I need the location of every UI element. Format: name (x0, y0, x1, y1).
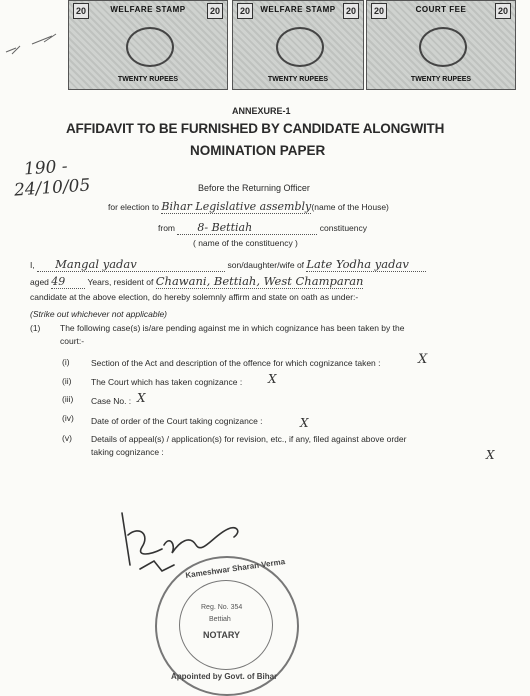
subitem-ii-mark: X (268, 372, 277, 386)
subitem-iv-text: Date of order of the Court taking cognizance : (91, 416, 263, 426)
subitem-i-text: Section of the Act and description of the offence for which cognizance taken : (91, 358, 381, 368)
constituency-value: 8- Bettiah (177, 221, 317, 235)
page-title-line2: NOMINATION PAPER (190, 143, 326, 158)
aged-label: aged (30, 277, 49, 287)
seal-ring-text: Kameshwar Sharan Verma (184, 557, 286, 580)
stamp-emblem-icon (276, 27, 324, 67)
subitem-ii-number: (ii) (62, 376, 72, 386)
handwritten-number: 190 - (23, 156, 69, 180)
stamp-value-right: 20 (207, 3, 223, 19)
election-line (108, 200, 389, 214)
item-v-line1: Details of appeal(s) / application(s) for revision, etc., if any, filed against above order (91, 434, 407, 444)
subitem-iii-text: Case No. : (91, 396, 132, 406)
stamp-header: COURT FEE (415, 5, 467, 14)
stamp-emblem-icon (126, 27, 174, 67)
house-suffix: (name of the House) (311, 202, 389, 212)
stamp-footer: TWENTY RUPEES (410, 76, 472, 83)
stamp-footer: TWENTY RUPEES (117, 76, 179, 83)
item-v-number: (v) (62, 433, 72, 443)
item-1-number: (1) (30, 323, 41, 333)
welfare-stamp-2 (232, 0, 364, 90)
handwritten-date: 24/10/05 (13, 175, 91, 201)
seal-bottom-text: Appointed by Govt. of Bihar (171, 672, 278, 681)
notary-seal (155, 556, 299, 696)
stamp-footer: TWENTY RUPEES (267, 76, 329, 83)
constituency-line (158, 221, 367, 235)
seal-notary-label: NOTARY (203, 630, 240, 640)
election-value: Bihar Legislative assembly (161, 200, 312, 213)
seal-inner-line2: Bettiah (209, 616, 231, 623)
aged-line (30, 274, 363, 289)
page-title-line1: AFFIDAVIT TO BE FURNISHED BY CANDIDATE ALONGWITH (66, 121, 445, 136)
annexure-label: ANNEXURE-1 (232, 106, 291, 116)
constituency-note: ( name of the constituency ) (193, 238, 298, 248)
seal-inner-line1: Reg. No. 354 (201, 604, 243, 611)
item-v-mark: X (486, 448, 495, 462)
item-1-line2: court:- (60, 336, 85, 346)
subitem-i-mark: X (418, 352, 428, 367)
subitem-iv-mark: X (300, 416, 309, 430)
item-v-line2: taking cognizance : (91, 447, 164, 457)
stamp-value: 20 (371, 3, 387, 19)
court-fee-stamp (366, 0, 516, 90)
subitem-i-number: (i) (62, 357, 70, 367)
strike-note: (Strike out whichever not applicable) (30, 309, 168, 319)
affirm-text: candidate at the above election, do hereby solemnly affirm and state on oath as under:- (30, 292, 359, 302)
stamp-header: WELFARE STAMP (260, 5, 336, 14)
pen-scribble-icon (4, 30, 64, 60)
subitem-ii-text: The Court which has taken cognizance : (91, 377, 243, 387)
notary-seal-inner (179, 580, 273, 670)
i-label: I, (30, 260, 35, 270)
stamp-header: WELFARE STAMP (110, 5, 186, 14)
before-officer: Before the Returning Officer (198, 183, 310, 193)
father-name-value: Late Yodha yadav (306, 257, 426, 272)
stamp-value-right: 20 (343, 3, 359, 19)
subitem-iv-number: (iv) (62, 413, 74, 423)
constituency-label: constituency (319, 223, 367, 233)
stamp-value-right: 20 (495, 3, 511, 19)
welfare-stamp-1 (68, 0, 228, 90)
years-resident-label: Years, resident of (87, 277, 154, 287)
subitem-iii-number: (iii) (62, 394, 74, 404)
item-1-line1: The following case(s) is/are pending against me in which cognizance has been taken by the (60, 323, 405, 333)
stamp-value: 20 (237, 3, 253, 19)
from-label: from (158, 223, 175, 233)
name-value: Mangal yadav (37, 257, 225, 272)
address-value: Chawani, Bettiah, West Champaran (155, 274, 364, 288)
relation-label: son/daughter/wife of (227, 260, 305, 270)
subitem-iii-mark: X (137, 391, 146, 405)
age-value: 49 (51, 275, 85, 289)
name-line (30, 257, 426, 272)
election-prefix: for election to (108, 202, 160, 212)
stamp-emblem-icon (419, 27, 467, 67)
stamp-value: 20 (73, 3, 89, 19)
